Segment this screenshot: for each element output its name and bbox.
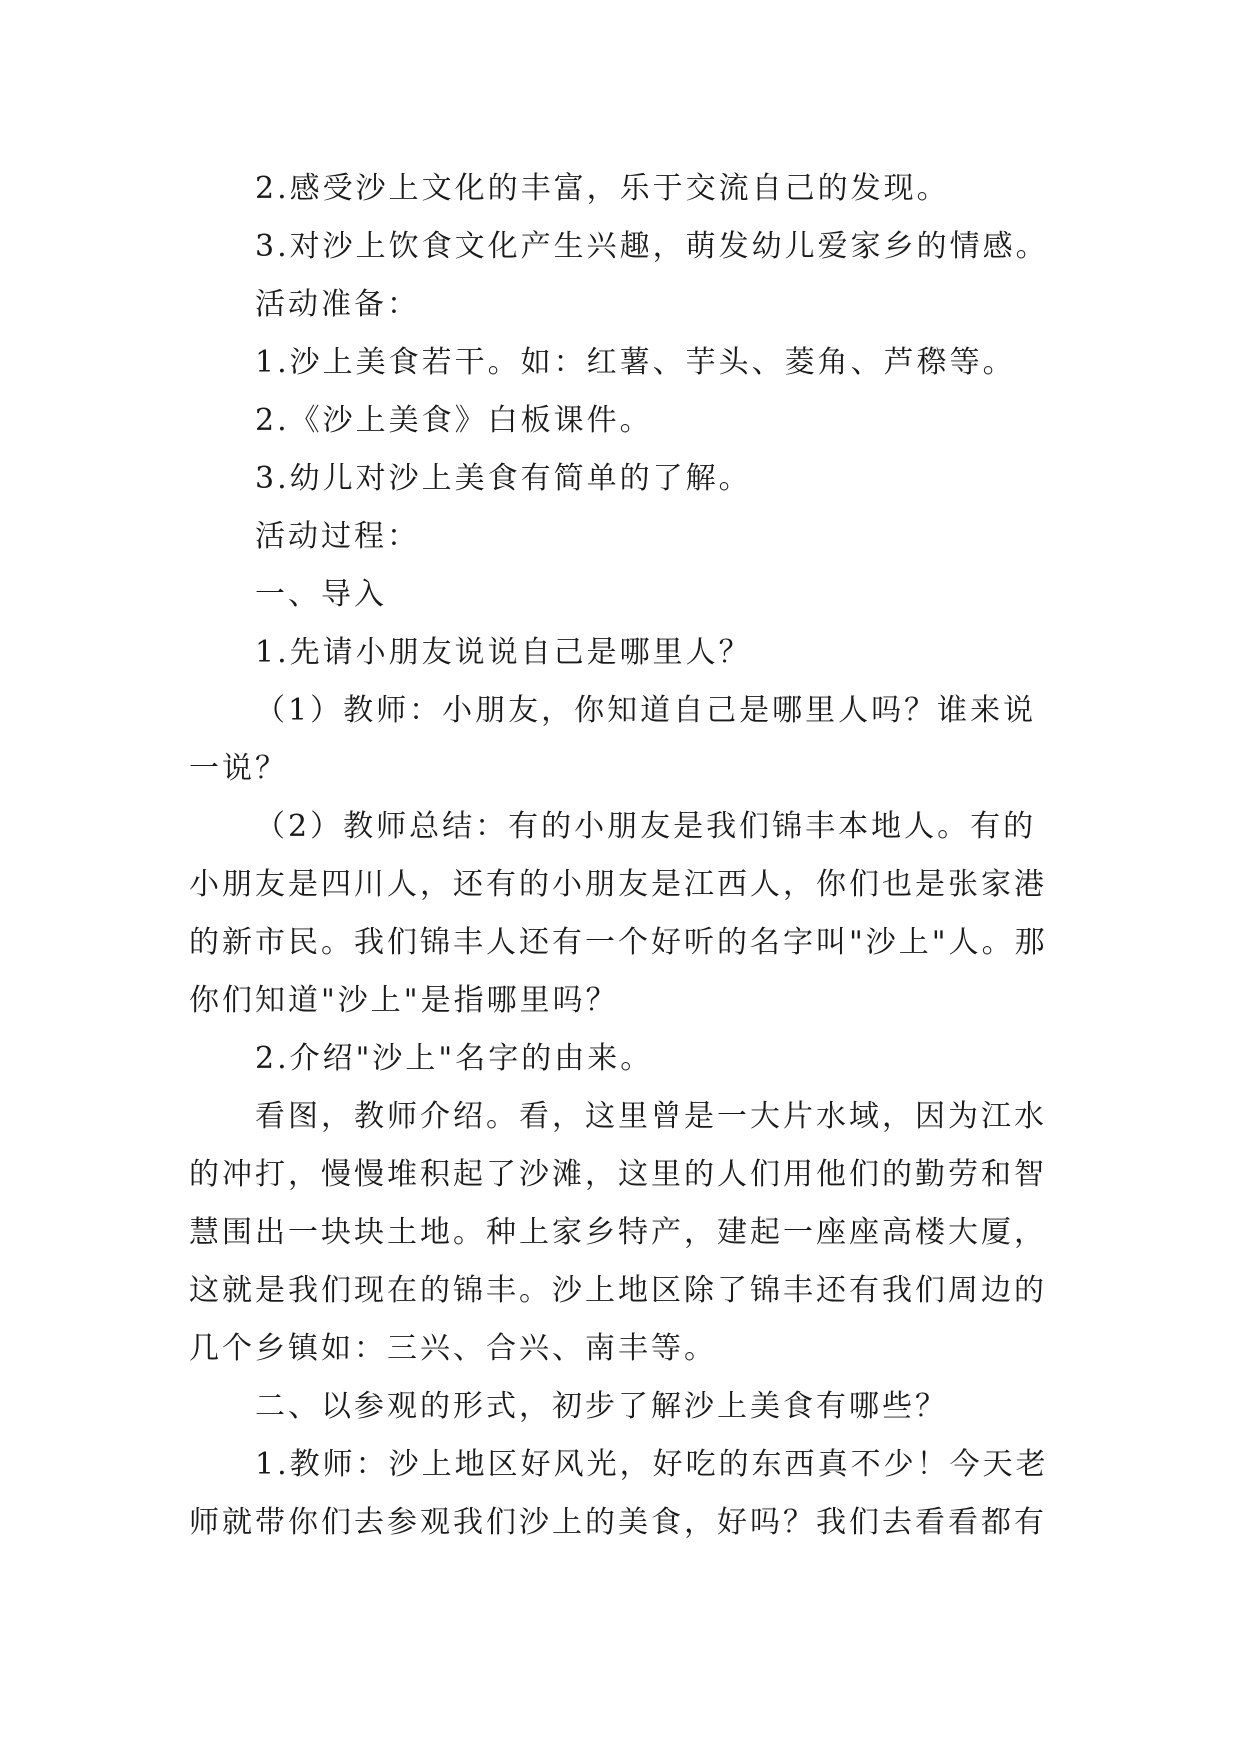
- section-heading: 活动过程：: [255, 519, 420, 554]
- text-line: 2.《沙上美食》白板课件。: [255, 403, 653, 438]
- document-body: [189, 160, 1059, 1552]
- section-heading: 二、以参观的形式，初步了解沙上美食有哪些？: [255, 1389, 948, 1424]
- text-line: 这就是我们现在的锦丰。沙上地区除了锦丰还有我们周边的: [189, 1273, 1047, 1308]
- text-line: （1）教师：小朋友，你知道自己是哪里人吗？谁来说: [255, 693, 1037, 728]
- text-line: 慧围出一块块土地。种上家乡特产，建起一座座高楼大厦，: [189, 1215, 1047, 1250]
- section-heading: 活动准备：: [255, 287, 420, 322]
- text-line: 几个乡镇如：三兴、合兴、南丰等。: [189, 1331, 717, 1366]
- text-line: 1.教师：沙上地区好风光，好吃的东西真不少！今天老: [255, 1447, 1049, 1482]
- text-line: 1.先请小朋友说说自己是哪里人？: [255, 635, 752, 670]
- text-line: 2.感受沙上文化的丰富，乐于交流自己的发现。: [255, 171, 950, 206]
- text-line: 的新市民。我们锦丰人还有一个好听的名字叫"沙上"人。那: [189, 925, 1048, 960]
- text-line: 2.介绍"沙上"名字的由来。: [255, 1041, 654, 1076]
- text-line: （2）教师总结：有的小朋友是我们锦丰本地人。有的: [255, 809, 1037, 844]
- section-heading: 一、导入: [255, 577, 387, 612]
- text-line: 的冲打，慢慢堆积起了沙滩，这里的人们用他们的勤劳和智: [189, 1157, 1047, 1192]
- text-line: 你们知道"沙上"是指哪里吗？: [189, 983, 619, 1018]
- text-line: 1.沙上美食若干。如：红薯、芋头、菱角、芦穄等。: [255, 345, 1016, 380]
- text-line: 小朋友是四川人，还有的小朋友是江西人，你们也是张家港: [189, 867, 1047, 902]
- text-line: 3.对沙上饮食文化产生兴趣，萌发幼儿爱家乡的情感。: [255, 229, 1049, 264]
- text-line: 一说？: [189, 751, 288, 786]
- text-line: 看图，教师介绍。看，这里曾是一大片水域，因为江水: [255, 1099, 1047, 1134]
- text-line: 3.幼儿对沙上美食有简单的了解。: [255, 461, 752, 496]
- text-line: 师就带你们去参观我们沙上的美食，好吗？我们去看看都有: [189, 1505, 1047, 1540]
